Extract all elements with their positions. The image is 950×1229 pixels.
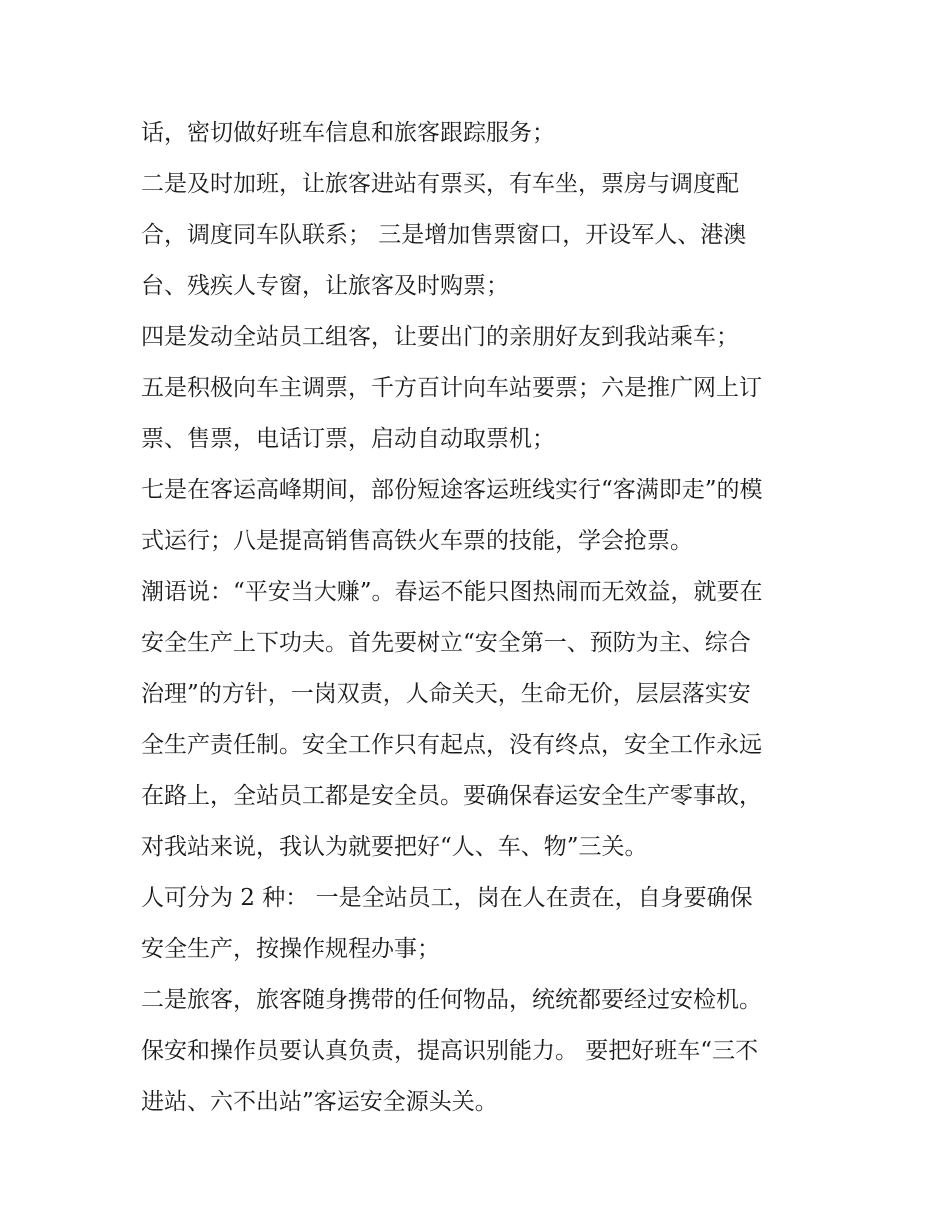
text-line: 话，密切做好班车信息和旅客跟踪服务；	[141, 120, 555, 146]
text-line: 安全生产上下功夫。首先要树立“安全第一、预防为主、综合	[141, 630, 751, 656]
text-line: 二是旅客，旅客随身携带的任何物品，统统都要经过安检机。	[141, 987, 762, 1013]
text-line: 全生产责任制。安全工作只有起点，没有终点，安全工作永远	[141, 732, 762, 758]
text-line: 治理”的方针，一岗双责，人命关天，生命无价，层层落实安	[141, 681, 751, 707]
document-body	[141, 108, 821, 1128]
text-line: 五是积极向车主调票，千方百计向车站要票；六是推广网上订	[141, 375, 762, 401]
text-line: 票、售票，电话订票，启动自动取票机；	[141, 426, 555, 452]
text-line: 七是在客运高峰期间，部份短途客运班线实行“客满即走”的模	[141, 477, 763, 503]
text-line: 二是及时加班，让旅客进站有票买，有车坐，票房与调度配	[141, 171, 739, 197]
text-line: 合，调度同车队联系； 三是增加售票窗口，开设军人、港澳	[141, 222, 747, 248]
text-line: 式运行；八是提高销售高铁火车票的技能，学会抢票。	[141, 528, 693, 554]
text-line: 对我站来说，我认为就要把好“人、车、物”三关。	[141, 834, 648, 860]
text-line: 安全生产，按操作规程办事；	[141, 936, 440, 962]
text-line: 进站、六不出站”客运安全源头关。	[141, 1089, 498, 1115]
text-line: 四是发动全站员工组客，让要出门的亲朋好友到我站乘车；	[141, 324, 739, 350]
text-line: 潮语说：“平安当大赚”。春运不能只图热闹而无效益，就要在	[141, 579, 763, 605]
text-line: 台、残疾人专窗，让旅客及时购票；	[141, 273, 509, 299]
text-line: 保安和操作员要认真负责，提高识别能力。 要把好班车“三不	[141, 1038, 759, 1064]
text-line: 人可分为 2 种： 一是全站员工，岗在人在责在，自身要确保	[141, 885, 753, 911]
text-line: 在路上，全站员工都是安全员。要确保春运安全生产零事故，	[141, 783, 762, 809]
